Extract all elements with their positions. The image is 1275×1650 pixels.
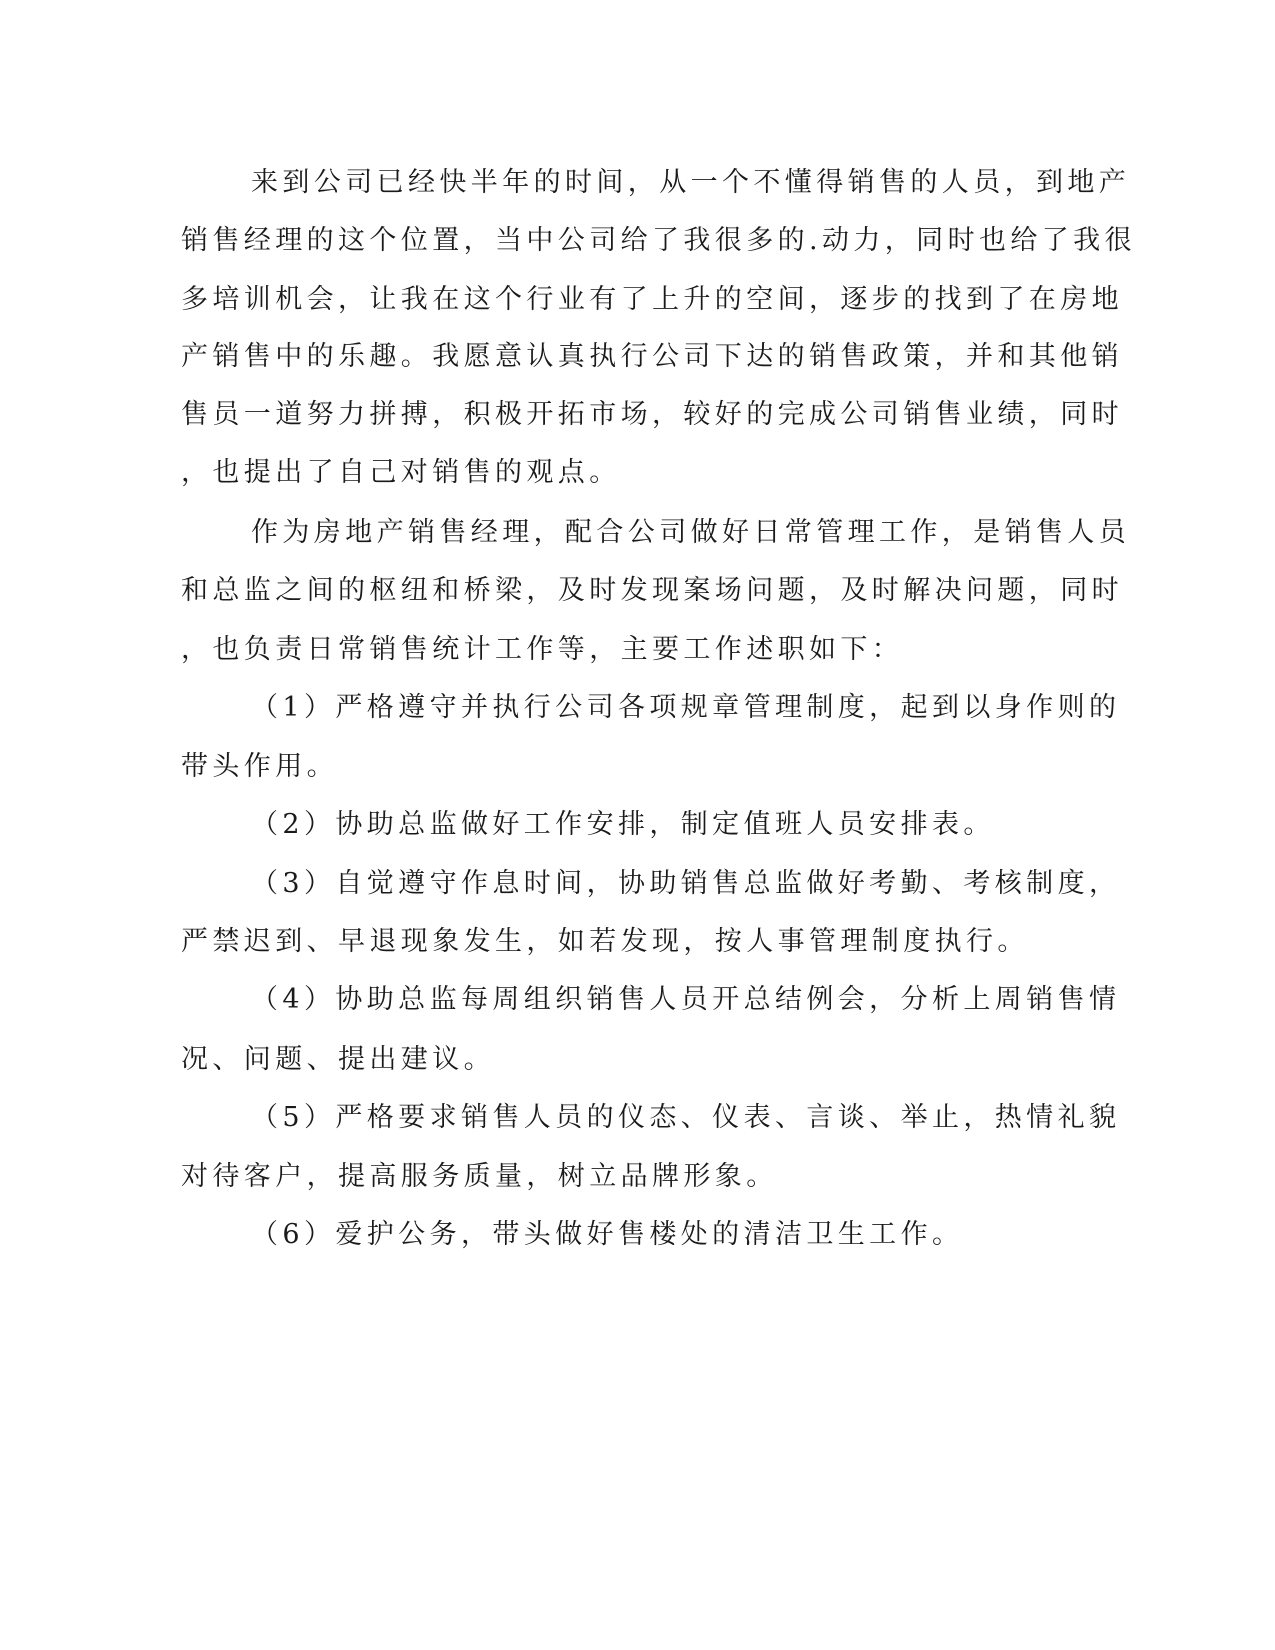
text-line: ，也负责日常销售统计工作等，主要工作述职如下： [181,634,904,665]
text-line: 严禁迟到、早退现象发生，如若发现，按人事管理制度执行。 [181,926,1029,957]
list-item: （4）协助总监每周组织销售人员开总结例会，分析上周销售情 [251,984,1121,1015]
text-line: 多培训机会，让我在这个行业有了上升的空间，逐步的找到了在房地 [181,284,1123,315]
text-line: ，也提出了自己对销售的观点。 [181,457,621,488]
text-line: 来到公司已经快半年的时间，从一个不懂得销售的人员，到地产 [251,167,1131,198]
list-item: （5）严格要求销售人员的仪态、仪表、言谈、举止，热情礼貌 [251,1102,1121,1133]
text-line: 销售经理的这个位置，当中公司给了我很多的.动力，同时也给了我很 [181,225,1136,256]
list-item: （2）协助总监做好工作安排，制定值班人员安排表。 [251,809,995,840]
text-line: 带头作用。 [181,751,338,782]
text-line: 况、问题、提出建议。 [181,1044,495,1075]
text-line: 作为房地产销售经理，配合公司做好日常管理工作，是销售人员 [251,517,1131,548]
list-item: （1）严格遵守并执行公司各项规章管理制度，起到以身作则的 [251,692,1121,723]
text-line: 和总监之间的枢纽和桥梁，及时发现案场问题，及时解决问题，同时 [181,575,1123,606]
list-item: （6）爱护公务，带头做好售楼处的清洁卫生工作。 [251,1219,964,1250]
text-line: 对待客户，提高服务质量，树立品牌形象。 [181,1161,778,1192]
list-item: （3）自觉遵守作息时间，协助销售总监做好考勤、考核制度， [251,868,1121,899]
text-line: 售员一道努力拼搏，积极开拓市场，较好的完成公司销售业绩，同时 [181,399,1123,430]
text-line: 产销售中的乐趣。我愿意认真执行公司下达的销售政策，并和其他销 [181,341,1123,372]
